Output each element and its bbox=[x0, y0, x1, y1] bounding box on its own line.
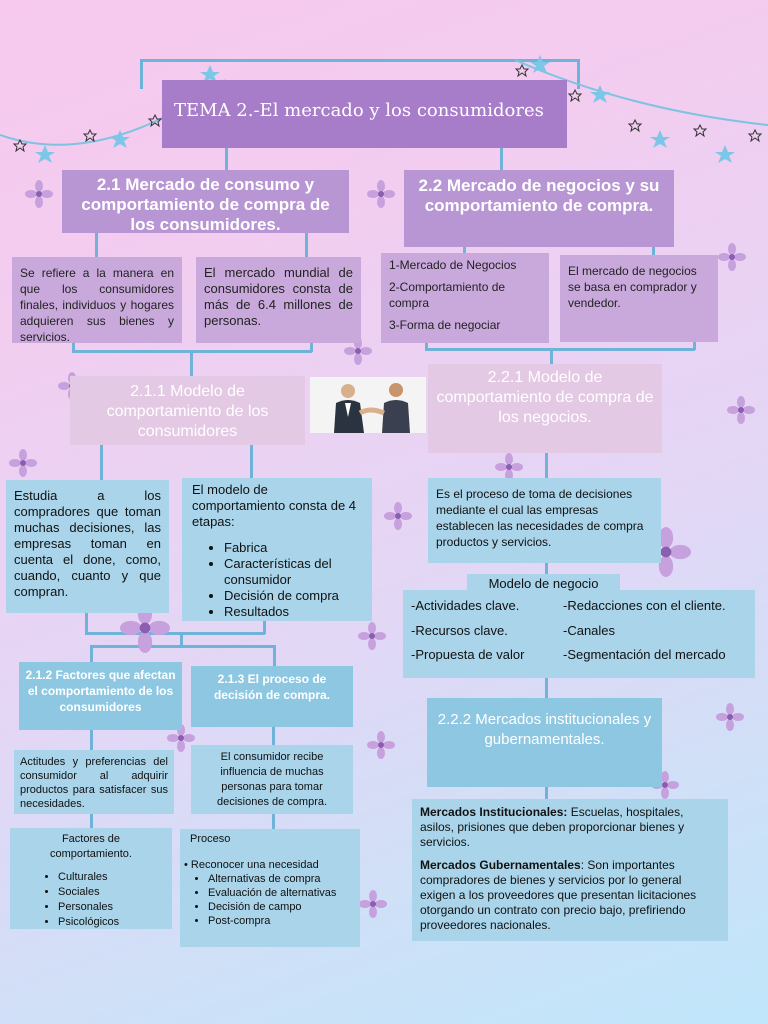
handshake-image bbox=[310, 377, 426, 433]
flower-decoration bbox=[718, 243, 746, 271]
list-item: -Redacciones con el cliente. bbox=[563, 598, 726, 613]
connector bbox=[693, 342, 696, 350]
connector bbox=[500, 148, 503, 170]
connector bbox=[90, 813, 93, 829]
list-item: -Segmentación del mercado bbox=[563, 647, 726, 662]
connector bbox=[305, 232, 308, 258]
list-item: 3-Forma de negociar bbox=[389, 318, 501, 332]
connector bbox=[272, 727, 275, 747]
business-model-box bbox=[403, 590, 755, 678]
list-item: • Resultados bbox=[224, 604, 362, 620]
section-2-2-1-heading: 2.2.1 Modelo de comportamiento de compra de los negocios. bbox=[428, 364, 662, 453]
list-item: -Actividades clave. bbox=[411, 598, 520, 613]
connector bbox=[545, 678, 548, 698]
list-item: • Decisión de compra bbox=[224, 588, 362, 604]
list-item: • Características del consumidor bbox=[224, 556, 362, 588]
connector bbox=[272, 813, 275, 829]
section-2-1-world-market: El mercado mundial de consumidores consta de más de 6.4 millones de personas. bbox=[196, 257, 361, 343]
business-model-title: Modelo de negocio bbox=[467, 574, 620, 594]
flower-decoration bbox=[25, 180, 53, 208]
flower-decoration bbox=[358, 622, 386, 650]
connector bbox=[550, 348, 553, 364]
process-title: Proceso bbox=[190, 833, 231, 845]
list-item: -Recursos clave. bbox=[411, 623, 508, 638]
connector bbox=[90, 645, 275, 648]
connector bbox=[180, 632, 183, 646]
section-2-1-2-heading: 2.1.2 Factores que afectan el comportamiento de los consumidores bbox=[19, 662, 182, 730]
connector bbox=[85, 612, 88, 634]
list-item: • Psicológicos bbox=[58, 915, 164, 930]
section-2-1-heading: 2.1 Mercado de consumo y comportamiento de compra de los consumidores. bbox=[62, 170, 349, 233]
flower-decoration bbox=[716, 703, 744, 731]
flower-decoration bbox=[9, 449, 37, 477]
connector bbox=[95, 232, 98, 258]
list-item: • Post-compra bbox=[208, 914, 356, 928]
list-item: • Personales bbox=[58, 900, 164, 915]
connector bbox=[310, 342, 313, 352]
list-item: 1-Mercado de Negocios bbox=[389, 258, 517, 272]
connector bbox=[425, 348, 695, 351]
section-2-1-1-study: Estudia a los compradores que toman muchas decisiones, las empresas toman en cuenta el done, como, cuando, cuanto y que compran. bbox=[6, 480, 169, 613]
connector bbox=[273, 645, 276, 667]
section-2-2-heading: 2.2 Mercado de negocios y su comportamiento de compra. bbox=[404, 170, 674, 247]
connector bbox=[263, 620, 266, 634]
list-item: 2-Comportamiento de compra bbox=[389, 280, 506, 310]
list-item: -Propuesta de valor bbox=[411, 647, 525, 662]
section-2-1-2-description: Actitudes y preferencias del consumidor al adquirir productos para satisfacer sus necesidades. bbox=[14, 750, 174, 814]
connector bbox=[250, 444, 253, 478]
list-item: • Fabrica bbox=[224, 540, 362, 556]
flower-decoration bbox=[367, 180, 395, 208]
connector bbox=[190, 350, 193, 376]
factors-title: Factores de comportamiento. bbox=[50, 833, 132, 860]
connector bbox=[545, 786, 548, 800]
factors-box bbox=[10, 828, 172, 929]
process-list bbox=[184, 872, 356, 928]
section-2-1-1-heading: 2.1.1 Modelo de comportamiento de los consumidores bbox=[70, 376, 305, 445]
section-2-2-1-description: Es el proceso de toma de decisiones mediante el cual las empresas establecen las necesidades de compra productos y servicios. bbox=[428, 478, 661, 563]
list-item: • Decisión de campo bbox=[208, 900, 356, 914]
section-2-2-2-heading: 2.2.2 Mercados institucionales y gubernamentales. bbox=[427, 698, 662, 787]
list-item: • Sociales bbox=[58, 885, 164, 900]
stage-list bbox=[192, 540, 362, 620]
government-markets bbox=[420, 858, 720, 933]
flower-decoration bbox=[367, 731, 395, 759]
connector bbox=[90, 730, 93, 752]
factors-list bbox=[18, 870, 164, 930]
list-item: -Canales bbox=[563, 623, 616, 638]
flower-decoration bbox=[727, 396, 755, 424]
flower-decoration bbox=[495, 453, 523, 481]
section-2-2-basis: El mercado de negocios se basa en comprador y vendedor. bbox=[560, 255, 718, 342]
section-2-1-3-heading: 2.1.3 El proceso de decisión de compra. bbox=[191, 666, 353, 727]
list-item: • Culturales bbox=[58, 870, 164, 885]
connector bbox=[545, 452, 548, 478]
government-text: : Son importantes compradores de bienes y servicios por lo general exigen a los proveedores que presentan licitaciones otorgando un contrato con precio bajo, prefiriendo proveedores nacionales. bbox=[420, 858, 697, 932]
connector bbox=[85, 632, 265, 635]
connector bbox=[100, 444, 103, 484]
list-item: • Evaluación de alternativas bbox=[208, 886, 356, 900]
section-2-1-definition: Se refiere a la manera en que los consumidores finales, individuos y hogares adquieren sus bienes y servicios. bbox=[12, 257, 182, 343]
section-2-1-3-description: El consumidor recibe influencia de muchas personas para tomar decisiones de compra. bbox=[191, 745, 353, 814]
connector bbox=[90, 645, 93, 663]
government-label: Mercados Gubernamentales bbox=[420, 858, 581, 872]
section-2-2-2-content bbox=[412, 799, 728, 941]
list-item: • Alternativas de compra bbox=[208, 872, 356, 886]
process-box bbox=[180, 829, 360, 947]
flower-decoration bbox=[359, 890, 387, 918]
institutional-markets bbox=[420, 805, 720, 850]
institutional-text: Escuelas, hospitales, asilos, prisiones que deben proporcionar bienes y servicios. bbox=[420, 805, 685, 849]
section-2-1-1-model bbox=[182, 478, 372, 621]
institutional-label: Mercados Institucionales: bbox=[420, 805, 568, 819]
list-item: • Reconocer una necesidad bbox=[184, 859, 319, 871]
flower-decoration bbox=[384, 502, 412, 530]
section-2-2-list bbox=[381, 253, 549, 343]
model-intro: El modelo de comportamiento consta de 4 etapas: bbox=[192, 482, 357, 529]
page-title: TEMA 2.-El mercado y los consumidores bbox=[162, 80, 567, 148]
